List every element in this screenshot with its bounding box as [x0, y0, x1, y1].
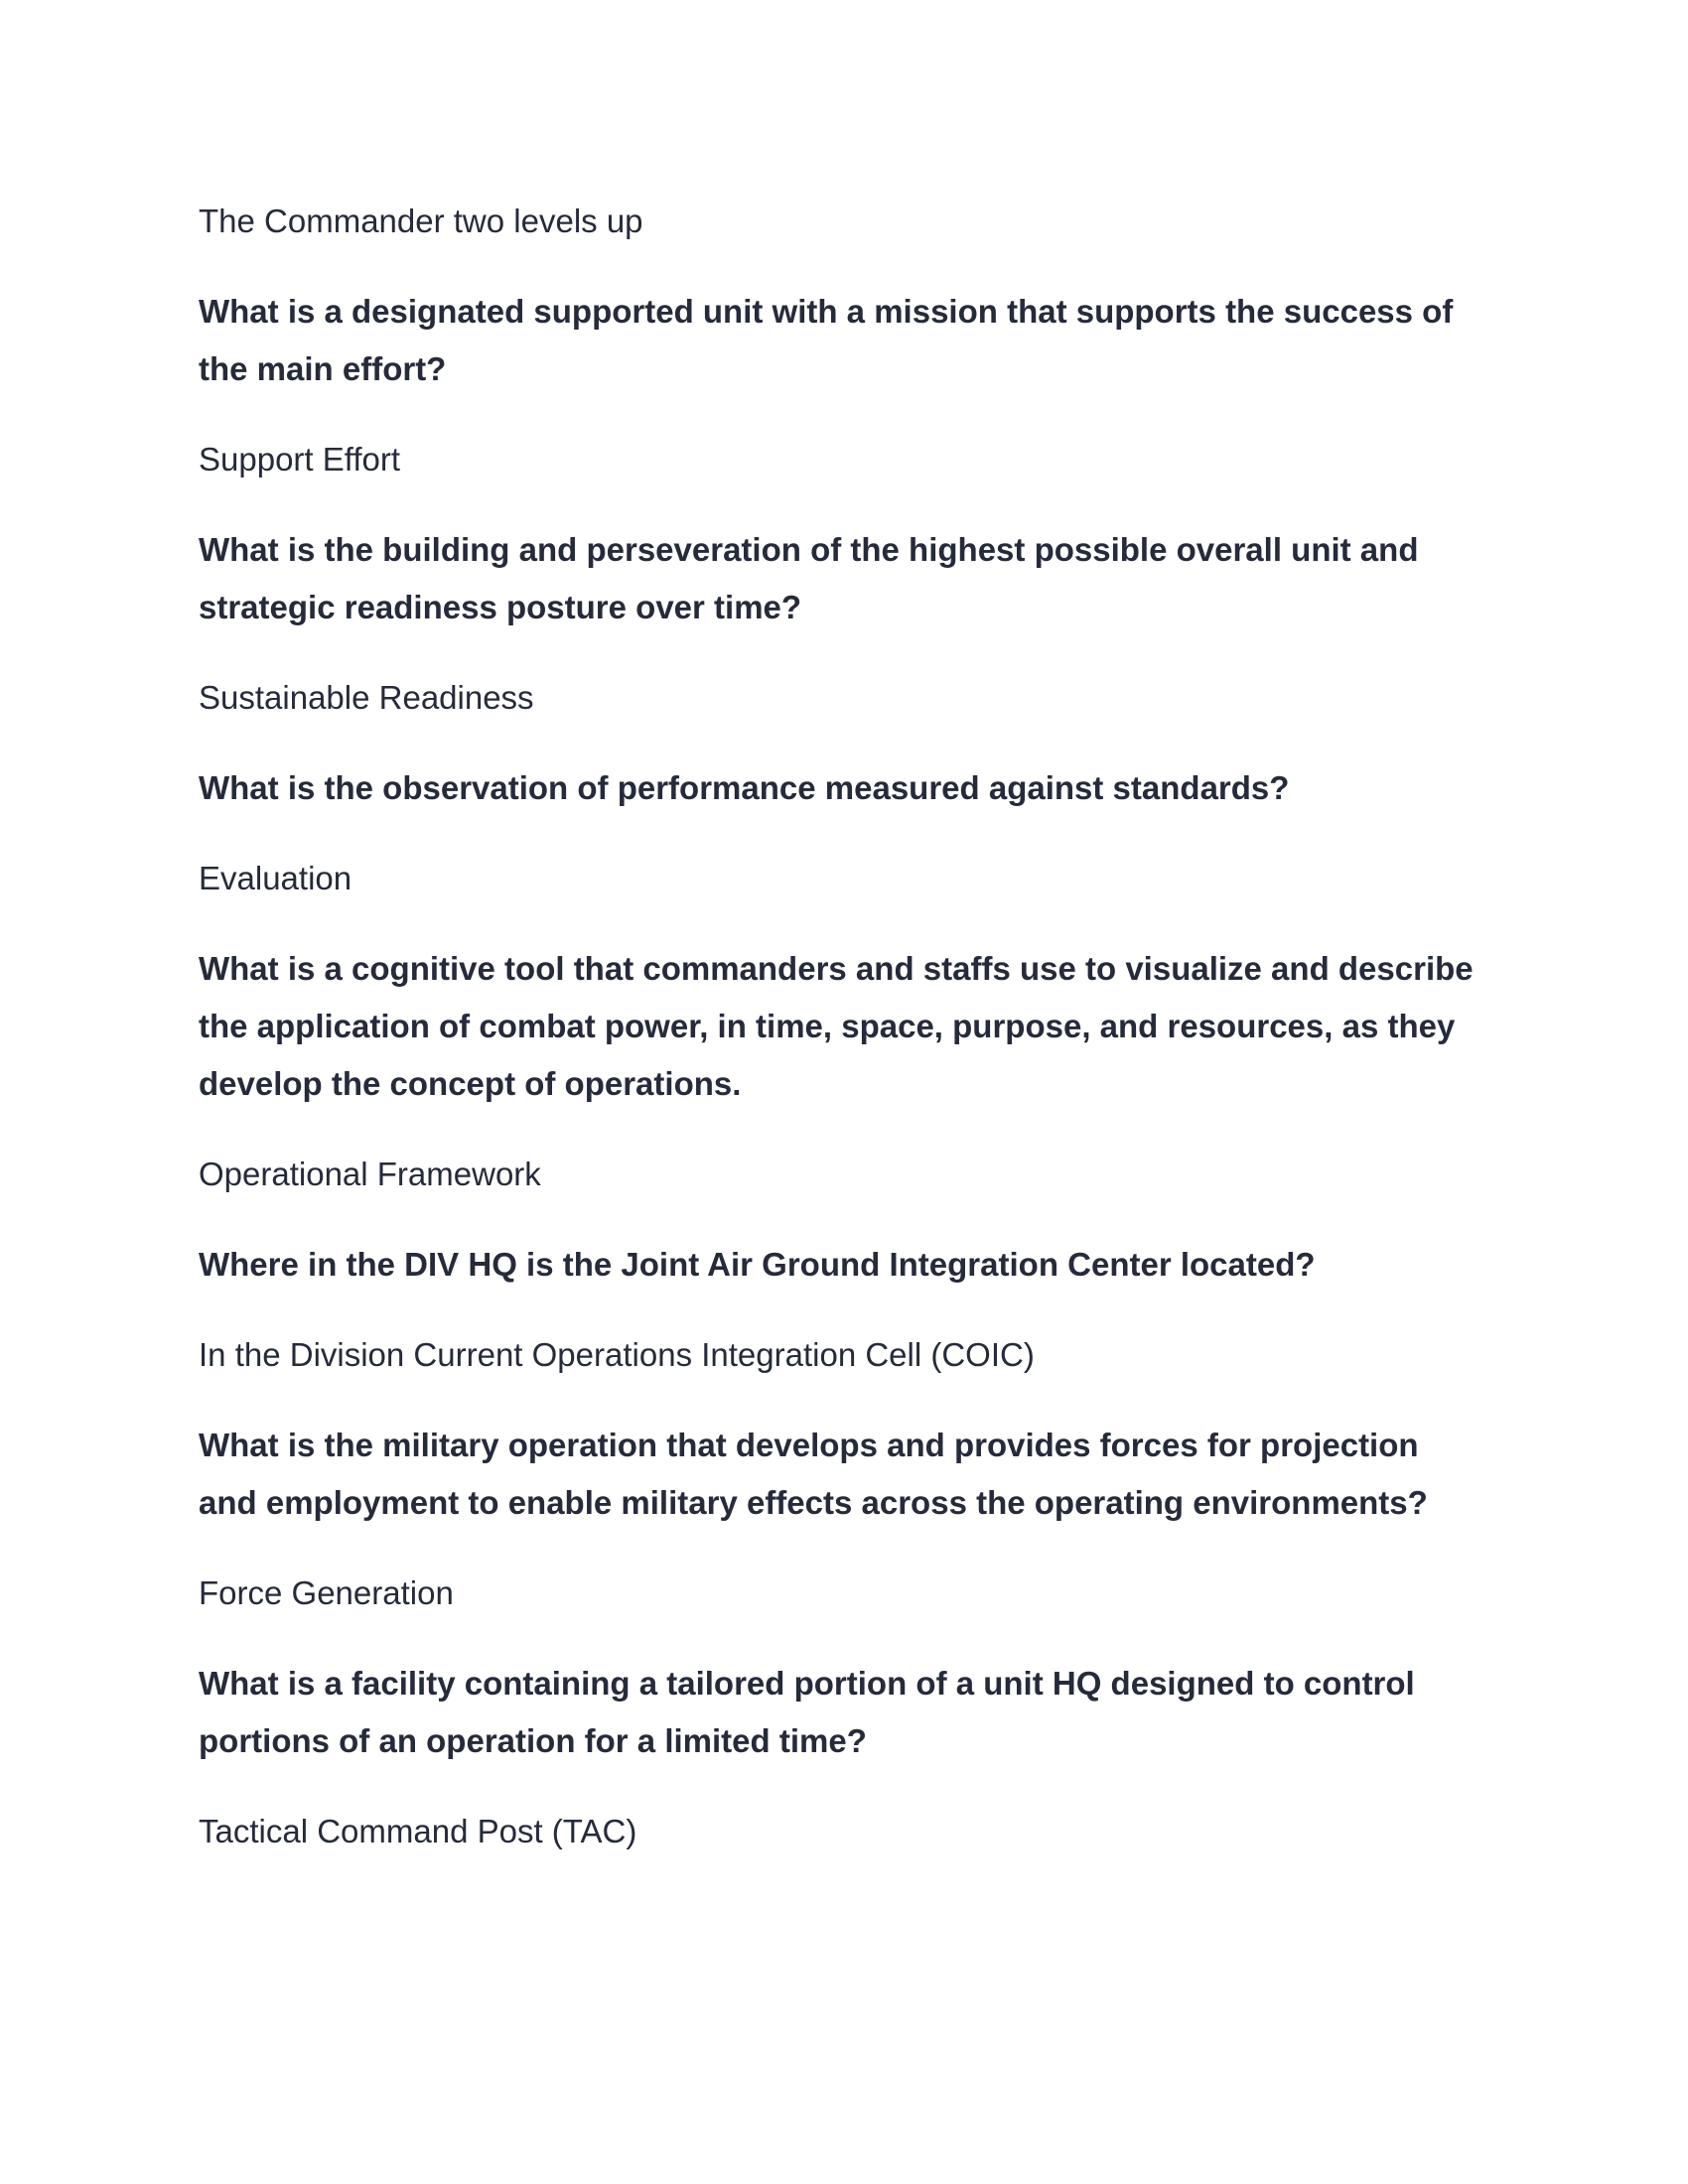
- text-line: In the Division Current Operations Integration Cell (COIC): [199, 1336, 1035, 1373]
- text-line: Force Generation: [199, 1574, 454, 1611]
- answer-text: [199, 1565, 1489, 1622]
- text-line: Evaluation: [199, 860, 352, 896]
- text-line: Tactical Command Post (TAC): [199, 1813, 637, 1849]
- answer-text: [199, 1146, 1489, 1203]
- text-line: strategic readiness posture over time?: [199, 589, 802, 625]
- text-line: The Commander two levels up: [199, 203, 643, 239]
- question-text: [199, 521, 1489, 636]
- question-text: [199, 1655, 1489, 1770]
- answer-text: [199, 669, 1489, 727]
- text-line: What is the observation of performance measured against standards?: [199, 769, 1290, 806]
- text-line: Where in the DIV HQ is the Joint Air Ground Integration Center located?: [199, 1246, 1316, 1283]
- text-line: What is a cognitive tool that commanders and staffs use to visualize and describe: [199, 950, 1474, 987]
- text-line: What is a designated supported unit with a mission that supports the success of: [199, 293, 1454, 330]
- question-text: [199, 1236, 1489, 1294]
- text-line: What is the building and perseveration of the highest possible overall unit and: [199, 531, 1419, 568]
- text-line: the main effort?: [199, 350, 447, 387]
- answer-text: [199, 1326, 1489, 1384]
- question-text: [199, 759, 1489, 817]
- text-line: Sustainable Readiness: [199, 679, 534, 716]
- text-line: Support Effort: [199, 441, 401, 478]
- answer-text: [199, 431, 1489, 488]
- text-line: What is the military operation that develops and provides forces for projection: [199, 1427, 1419, 1463]
- question-text: [199, 1417, 1489, 1532]
- answer-text: [199, 193, 1489, 250]
- text-line: and employment to enable military effects across the operating environments?: [199, 1484, 1428, 1521]
- text-line: Operational Framework: [199, 1156, 541, 1192]
- text-line: develop the concept of operations.: [199, 1065, 742, 1102]
- answer-text: [199, 1803, 1489, 1860]
- answer-text: [199, 850, 1489, 907]
- text-line: What is a facility containing a tailored portion of a unit HQ designed to control: [199, 1665, 1415, 1702]
- text-line: the application of combat power, in time, space, purpose, and resources, as they: [199, 1008, 1456, 1044]
- question-text: [199, 283, 1489, 398]
- document-content: [199, 193, 1489, 1860]
- question-text: [199, 940, 1489, 1113]
- text-line: portions of an operation for a limited time?: [199, 1722, 867, 1759]
